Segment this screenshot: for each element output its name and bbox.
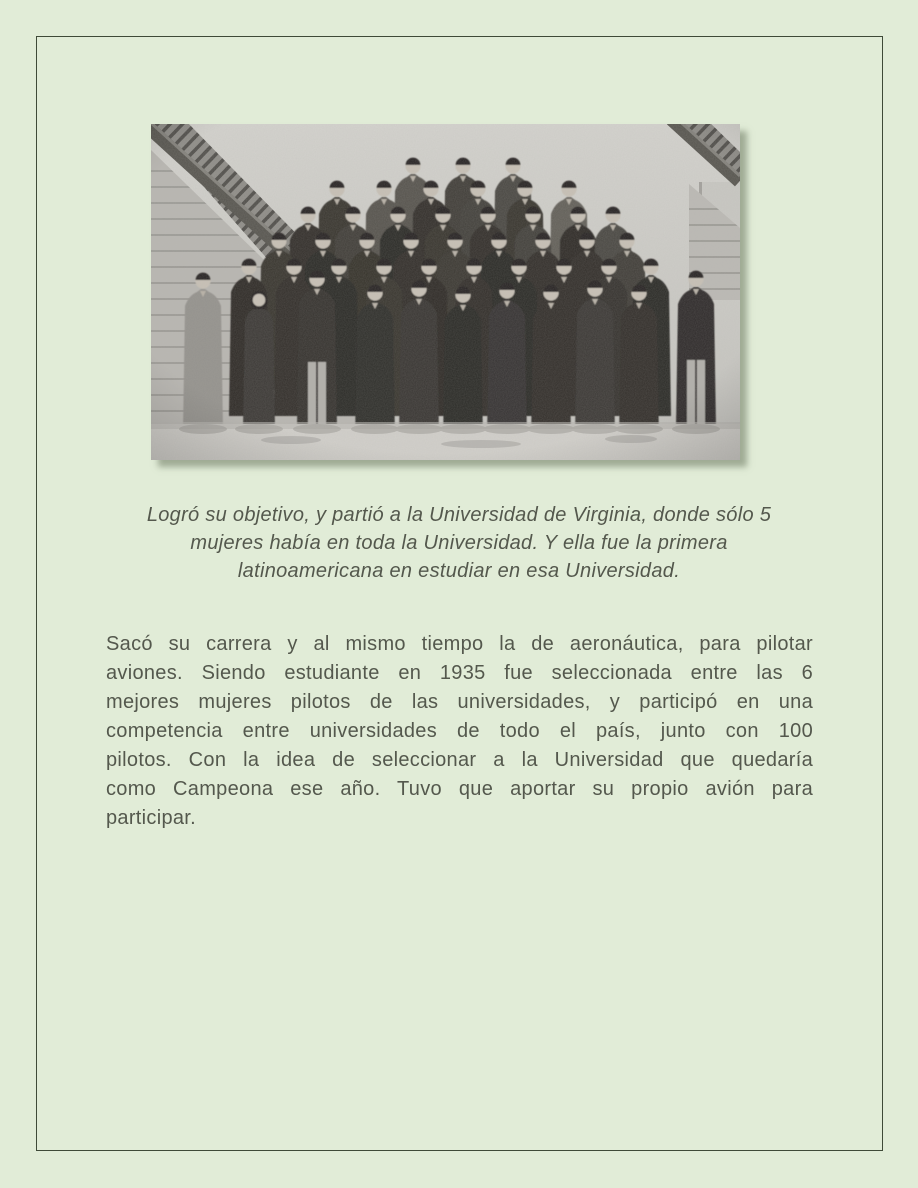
paragraph-line: competencia entre universidades de todo el país, junto con 100	[106, 720, 813, 742]
group-photo-illustration	[151, 124, 740, 460]
caption-line: Logró su objetivo, y partió a la Universidad de Virginia, donde sólo 5	[146, 504, 772, 526]
paragraph-line: participar.	[106, 807, 197, 829]
caption-line: latinoamericana en estudiar en esa Universidad.	[237, 560, 681, 582]
paragraph-line: mejores mujeres pilotos de las universidades, y participó en una	[106, 691, 813, 713]
body-paragraph	[106, 630, 813, 833]
vignette-overlay	[151, 124, 740, 460]
paragraph-line: como Campeona ese año. Tuvo que aportar su propio avión para	[106, 778, 813, 800]
group-photo	[151, 124, 740, 460]
photo-caption	[99, 501, 819, 585]
paragraph-line: Sacó su carrera y al mismo tiempo la de aeronáutica, para pilotar	[106, 633, 813, 655]
paragraph-line: pilotos. Con la idea de seleccionar a la Universidad que quedaría	[106, 749, 813, 771]
caption-line: mujeres había en toda la Universidad. Y ella fue la primera	[190, 532, 728, 554]
paragraph-line: aviones. Siendo estudiante en 1935 fue seleccionada entre las 6	[106, 662, 813, 684]
